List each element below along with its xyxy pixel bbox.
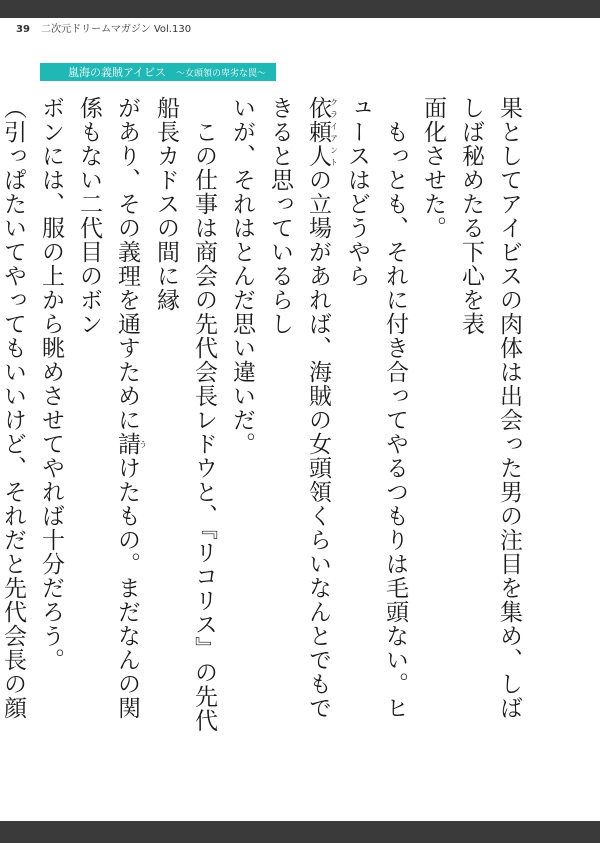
story-subtitle: 〜女頭領の卑劣な罠〜 (176, 68, 267, 79)
story-title: 嵐海の義賊アイビス (68, 66, 167, 79)
ruby-word (114, 432, 148, 456)
text-segment: の立場があれば、海賊の女頭領くらいなんとでもできると思っているらし (267, 96, 331, 720)
ruby-word (305, 96, 339, 168)
text-segment: があり、その義理を通すために (114, 96, 140, 432)
bottom-bar (0, 821, 600, 843)
ruby-reading: クライアント (329, 96, 339, 168)
text-line (261, 96, 338, 736)
ruby-base: 請 (114, 432, 140, 456)
magazine-title: 二次元ドリームマガジン Vol.130 (41, 24, 192, 35)
text-line: もっとも、それに付き合ってやるつもりは毛頭ない。ヒュースはどうやら (344, 96, 408, 720)
story-title-banner (40, 63, 276, 81)
text-line: 面化させた。 (420, 96, 446, 240)
text-line: 果としてアイビスの肉体は出会った男の注目を集め、しばしば秘めたる下心を表 (458, 96, 522, 720)
text-line: いが、それはとんだ思い違いだ。 (229, 96, 255, 456)
page-number: 39 (16, 24, 30, 35)
text-line: この仕事は商会の先代会長レドウと、『リコリス』の先代船長カドスの間に縁 (153, 96, 217, 733)
ruby-base: 依頼人 (305, 96, 331, 168)
text-line: （引っぱたいてやってもいいけど、それだと先代会長の顔 (0, 96, 26, 720)
text-segment: けたもの。まだなんの関係もない二代目のボン (76, 96, 140, 720)
text-line (70, 96, 147, 736)
running-head (16, 20, 191, 35)
top-bar (0, 0, 600, 18)
body-text (0, 96, 528, 736)
text-line: ボンには、服の上から眺めさせてやれば十分だろう。 (38, 96, 64, 672)
ruby-reading: う (138, 432, 148, 456)
